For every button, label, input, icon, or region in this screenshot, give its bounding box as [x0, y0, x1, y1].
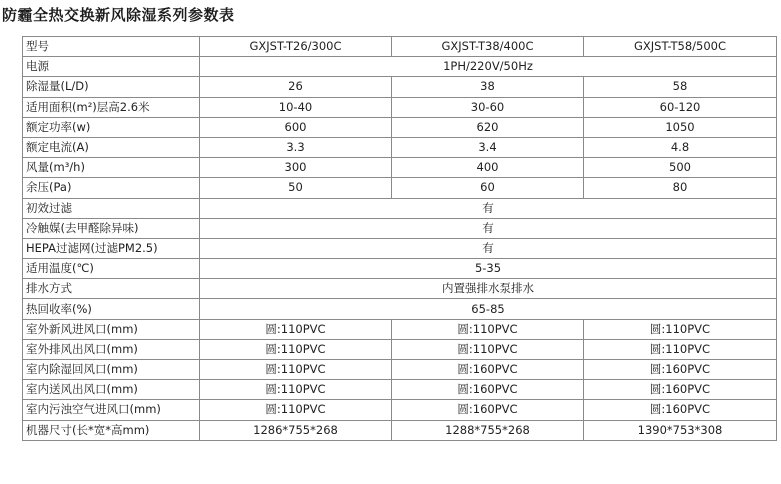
- table-cell: 圆:160PVC: [584, 360, 777, 380]
- table-cell: 4.8: [584, 137, 777, 157]
- table-row: [23, 299, 777, 319]
- row-label: 适用面积(m²)层高2.6米: [23, 97, 200, 117]
- table-cell: 58: [584, 77, 777, 97]
- table-cell: GXJST-T58/500C: [584, 37, 777, 57]
- table-cell: 圆:110PVC: [200, 400, 392, 420]
- table-cell: 620: [392, 117, 584, 137]
- table-row: [23, 117, 777, 137]
- row-label: 初效过滤: [23, 198, 200, 218]
- merged-cell: 5-35: [200, 259, 777, 279]
- table-row: [23, 77, 777, 97]
- table-cell: 500: [584, 158, 777, 178]
- row-label: 室内污浊空气进风口(mm): [23, 400, 200, 420]
- row-label: 型号: [23, 37, 200, 57]
- table-row: [23, 400, 777, 420]
- merged-cell: 有: [200, 198, 777, 218]
- merged-cell: 65-85: [200, 299, 777, 319]
- table-cell: 圆:160PVC: [392, 360, 584, 380]
- table-cell: 38: [392, 77, 584, 97]
- row-label: 适用温度(℃): [23, 259, 200, 279]
- table-cell: 30-60: [392, 97, 584, 117]
- row-label: 额定功率(w): [23, 117, 200, 137]
- row-label: 机器尺寸(长*宽*高mm): [23, 420, 200, 440]
- table-cell: 400: [392, 158, 584, 178]
- table-row: [23, 238, 777, 258]
- spec-table: [22, 36, 777, 441]
- table-row: [23, 339, 777, 359]
- table-cell: 圆:160PVC: [584, 380, 777, 400]
- table-cell: 1050: [584, 117, 777, 137]
- row-label: 电源: [23, 57, 200, 77]
- table-cell: 10-40: [200, 97, 392, 117]
- table-cell: GXJST-T38/400C: [392, 37, 584, 57]
- merged-cell: 有: [200, 218, 777, 238]
- table-row: [23, 57, 777, 77]
- table-cell: 50: [200, 178, 392, 198]
- table-cell: 3.4: [392, 137, 584, 157]
- row-label: 室内除湿回风口(mm): [23, 360, 200, 380]
- row-label: 风量(m³/h): [23, 158, 200, 178]
- table-cell: 圆:110PVC: [200, 360, 392, 380]
- table-row: [23, 218, 777, 238]
- table-cell: 圆:110PVC: [584, 319, 777, 339]
- table-row: [23, 420, 777, 440]
- table-row: [23, 97, 777, 117]
- table-row: [23, 198, 777, 218]
- table-row: [23, 137, 777, 157]
- row-label: 排水方式: [23, 279, 200, 299]
- table-cell: 圆:160PVC: [584, 400, 777, 420]
- table-cell: 圆:160PVC: [392, 400, 584, 420]
- table-cell: 300: [200, 158, 392, 178]
- row-label: 余压(Pa): [23, 178, 200, 198]
- row-label: 除湿量(L/D): [23, 77, 200, 97]
- table-row: [23, 319, 777, 339]
- table-cell: 60: [392, 178, 584, 198]
- table-row: [23, 380, 777, 400]
- table-cell: 80: [584, 178, 777, 198]
- merged-cell: 有: [200, 238, 777, 258]
- table-cell: 圆:110PVC: [200, 339, 392, 359]
- table-row: [23, 37, 777, 57]
- table-cell: 1286*755*268: [200, 420, 392, 440]
- table-row: [23, 158, 777, 178]
- table-cell: 圆:110PVC: [200, 380, 392, 400]
- row-label: 室外新风进风口(mm): [23, 319, 200, 339]
- table-cell: 圆:110PVC: [200, 319, 392, 339]
- table-cell: 1390*753*308: [584, 420, 777, 440]
- row-label: 额定电流(A): [23, 137, 200, 157]
- table-cell: 3.3: [200, 137, 392, 157]
- row-label: 热回收率(%): [23, 299, 200, 319]
- table-cell: GXJST-T26/300C: [200, 37, 392, 57]
- table-cell: 圆:160PVC: [392, 380, 584, 400]
- row-label: 室内送风出风口(mm): [23, 380, 200, 400]
- table-cell: 26: [200, 77, 392, 97]
- merged-cell: 内置强排水泵排水: [200, 279, 777, 299]
- row-label: 冷触媒(去甲醛除异味): [23, 218, 200, 238]
- table-cell: 600: [200, 117, 392, 137]
- table-cell: 圆:110PVC: [392, 339, 584, 359]
- row-label: 室外排风出风口(mm): [23, 339, 200, 359]
- table-row: [23, 360, 777, 380]
- merged-cell: 1PH/220V/50Hz: [200, 57, 777, 77]
- page-title: 防霾全热交换新风除湿系列参数表: [2, 6, 235, 24]
- table-row: [23, 259, 777, 279]
- table-row: [23, 279, 777, 299]
- table-row: [23, 178, 777, 198]
- table-cell: 圆:110PVC: [392, 319, 584, 339]
- row-label: HEPA过滤网(过滤PM2.5): [23, 238, 200, 258]
- table-cell: 圆:110PVC: [584, 339, 777, 359]
- table-cell: 60-120: [584, 97, 777, 117]
- table-cell: 1288*755*268: [392, 420, 584, 440]
